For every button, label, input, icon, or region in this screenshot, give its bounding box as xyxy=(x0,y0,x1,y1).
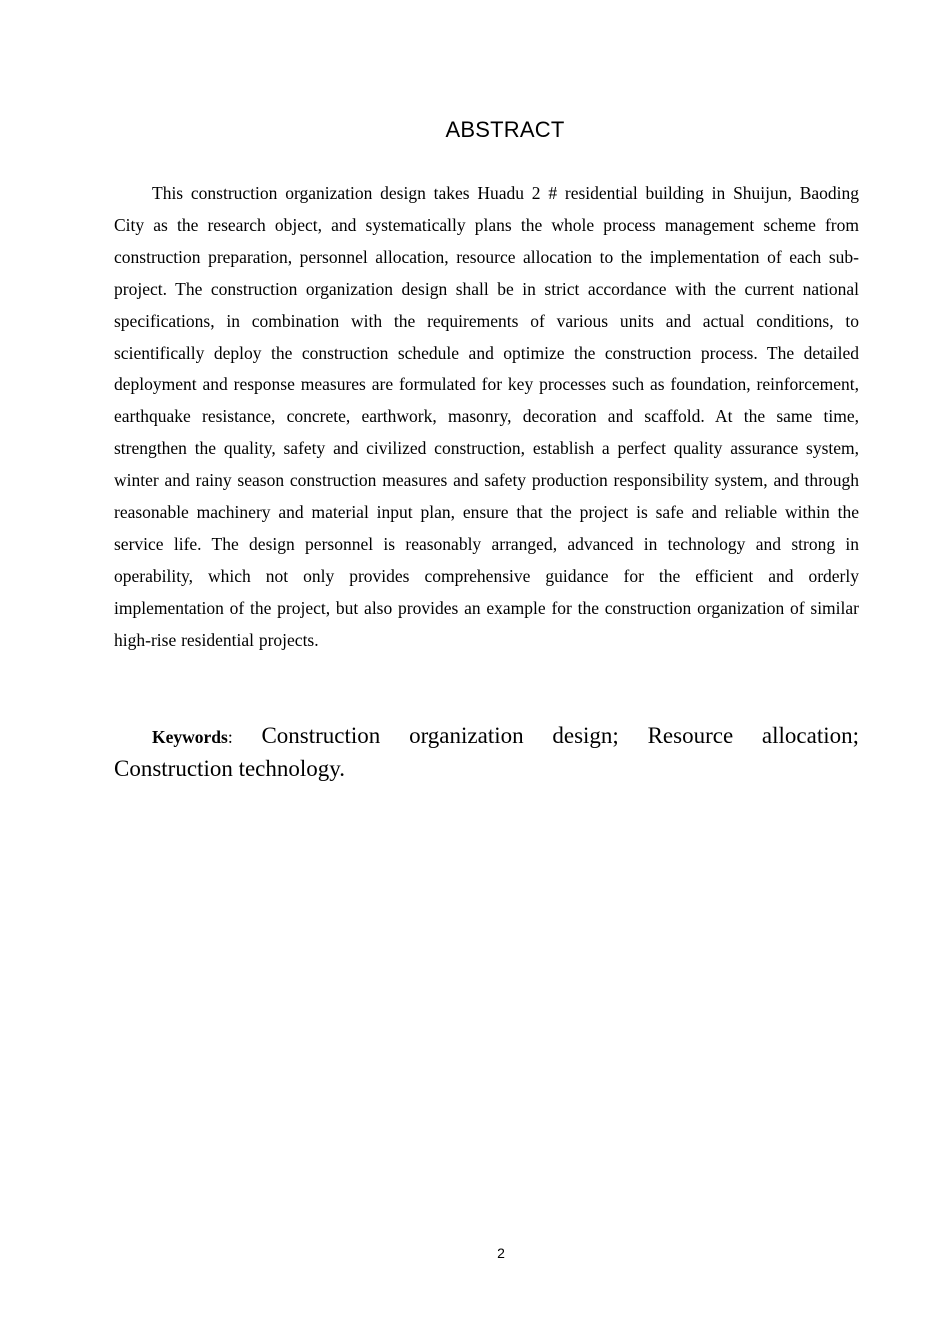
keywords-separator: : xyxy=(227,727,233,747)
keywords-text: Construction organization design; Resource allocation; Construction technology. xyxy=(114,723,859,781)
abstract-body: This construction organization design takes Huadu 2 # residential building in Shuijun, Baoding City as the research object, and systematically plans the whole process management scheme from construction preparation, personnel allocation, resource allocation to the implementation of each sub-project. The construction organization design shall be in strict accordance with the current national specifications, in combination with the requirements of various units and actual conditions, to scientifically deploy the construction schedule and optimize the construction process. The detailed deployment and response measures are formulated for key processes such as foundation, reinforcement, earthquake resistance, concrete, earthwork, masonry, decoration and scaffold. At the same time, strengthen the quality, safety and civilized construction, establish a perfect quality assurance system, winter and rainy season construction measures and safety production responsibility system, and through reasonable machinery and material input plan, ensure that the project is safe and reliable within the service life. The design personnel is reasonably arranged, advanced in technology and strong in operability, which not only provides comprehensive guidance for the efficient and orderly implementation of the project, but also provides an example for the construction organization of similar high-rise residential projects. xyxy=(114,183,859,650)
page-number: 2 xyxy=(497,1245,505,1261)
abstract-title: ABSTRACT xyxy=(445,117,565,142)
keywords-paragraph xyxy=(114,720,859,785)
keywords-label: Keywords xyxy=(152,727,228,747)
